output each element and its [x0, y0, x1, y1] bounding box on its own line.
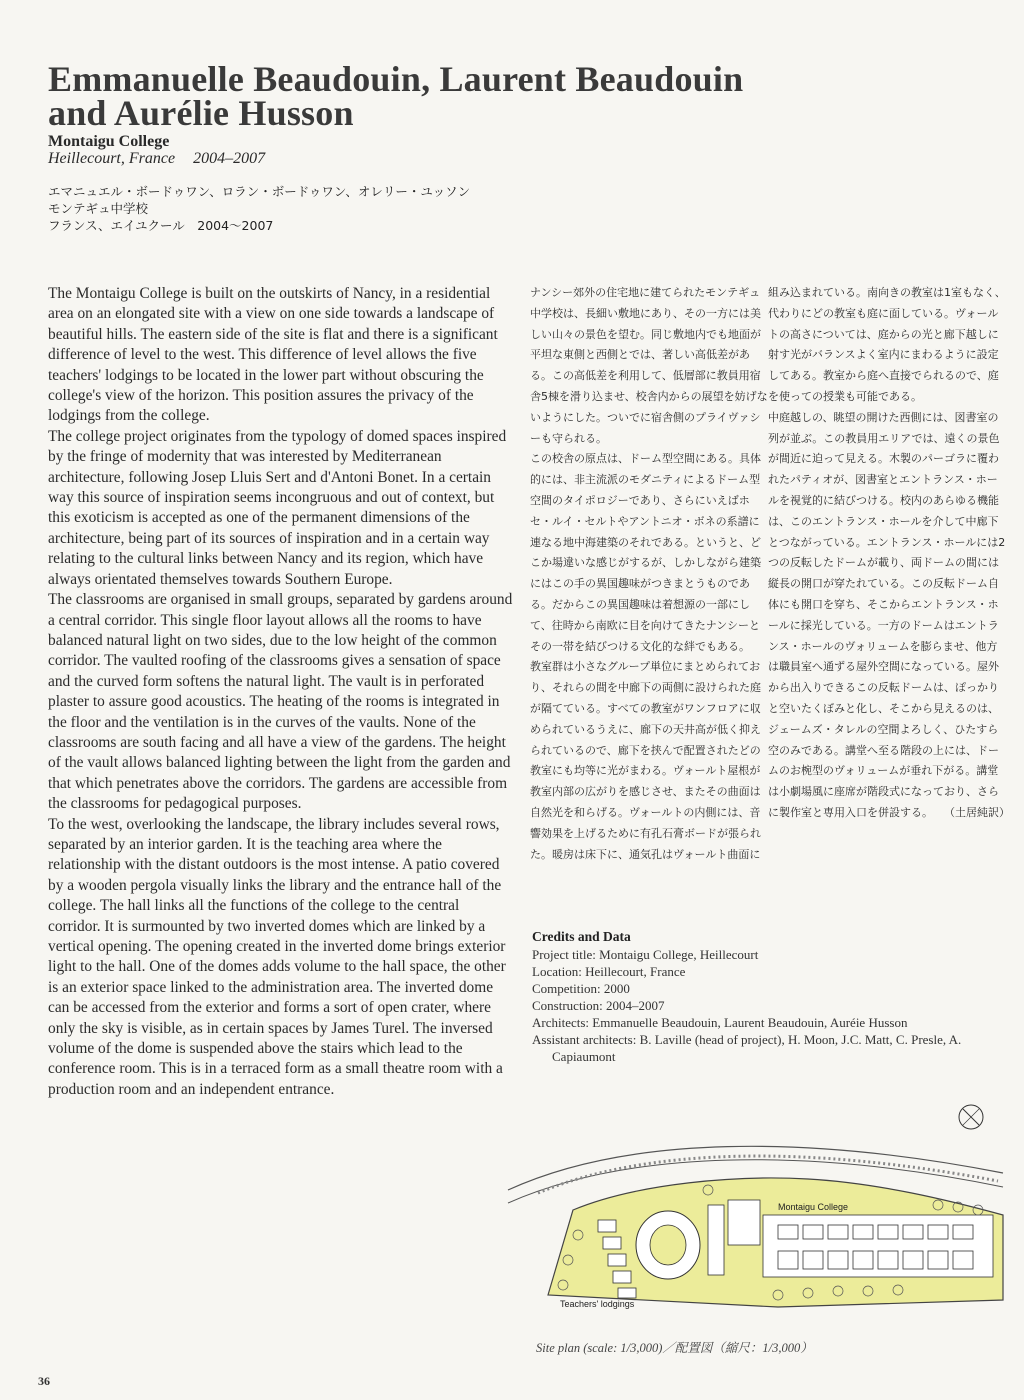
credit-construction: Construction: 2004–2007	[532, 998, 665, 1013]
japanese-paragraph: 教室群は小さなグループ単位にまとめられており、それらの間を中廊下の両側に設けられた庭が隔てている。すべての教室がワンフロアに収められているうえに、廊下の天井高が低く抑えられているので、廊下を挟んで配置されたどの教室にも均等に光がまわる。ヴォールト屋根が教室内部の広がりを感じさせ、またその曲面は自然光を和らげる。ヴォールトの内側には、音響効果を上げるために有孔石膏ボードが張られた。暖房は床下に、通気孔はヴォールト曲面に	[530, 660, 761, 861]
site-label-college: Montaigu College	[778, 1202, 849, 1212]
roundabout-inner	[650, 1225, 686, 1265]
credit-assistants: Assistant architects: B. Laville (head of project), H. Moon, J.C. Matt, C. Presle, A.	[532, 1032, 962, 1047]
english-paragraph: The classrooms are organised in small groups, separated by gardens around a central corridor. This single floor layout allows all the rooms to have balanced natural light on two sides, due to the low height of the common corridor. The vaulted roofing of the classrooms gives a sensation of space and the curved form softens the natural light. The vault is in perforated plaster to assure good acoustics. The heating of the rooms is integrated in the floor and the ventilation is in the curves of the vaults. None of the classrooms are south facing and all have a view of the gardens. The height of the vault allows balanced lighting between the light from the garden and that which penetrates above the corridors. The gardens are accessible from the classrooms for pedagogical purposes.	[48, 591, 513, 813]
credit-project-title: Project title: Montaigu College, Heillecourt	[532, 947, 759, 962]
credit-assistants-cont: Capiaumont	[552, 1049, 616, 1064]
english-body	[48, 284, 514, 1100]
japanese-paragraph: ナンシー郊外の住宅地に建てられたモンテギュ中学校は、長細い敷地にあり、その一方には美しい山々の景色を望む。同じ敷地内でも地面が平坦な東側と西側とでは、著しい高低差がある。この高低差を利用して、低層部に教員用宿舎5棟を滑り込ませ、校舎内からの展望を妨げないようにした。ついでに宿舎側のプライヴァシーも守られる。	[530, 286, 768, 445]
project-location	[48, 150, 265, 168]
page-title: Emmanuelle Beaudouin, Laurent Beaudouin and Aurélie Husson	[48, 59, 744, 133]
credit-location: Location: Heillecourt, France	[532, 964, 686, 979]
english-paragraph: The college project originates from the typology of domed spaces inspired by the fringe of modernity that was interested by Mediterranean architecture, following Josep Lluis Sert and d'Antoni Bonet. In a certain way this source of inspiration seems incongruous and out of context, but this exoticism is accepted as one of the permanent dimensions of the architecture, being part of its sources of inspiration and in a certain way relating to the cultural links between Nancy and its region, which have always orientated themselves towards Southern Europe.	[48, 427, 507, 588]
project-name: Montaigu College	[48, 133, 170, 150]
japanese-paragraph: この校舎の原点は、ドーム型空間にある。具体的には、非主流派のモダニティによるドーム型空間のタイポロジーであり、さらにいえばホセ・ルイ・セルトやアントニオ・ボネの系譜に連なる地中海建築のそれである。というと、どこか場違いな感じがするが、しかしながら建築にはこの手の異国趣味がつきまとうものである。だからこの異国趣味は着想源の一部にして、往時から南欧に目を向けてきたナンシーとその一帯を結びつける文化的な絆でもある。	[530, 452, 761, 653]
credit-architects: Architects: Emmanuelle Beaudouin, Laurent Beaudouin, Auréie Husson	[532, 1015, 908, 1030]
site-plan-drawing	[478, 1095, 1008, 1327]
english-paragraph: To the west, overlooking the landscape, the library includes several rows, separated by an interior garden. It is the teaching area where the relationship with the distant outdoors is the most intense. A patio covered by a wooden pergola visually links the library and the entrance hall of the college. The hall links all the functions of the college to the central corridor. It is surmounted by two inverted domes which are linked by a vertical opening. The opening created in the inverted dome brings exterior light to the hall. One of the domes adds volume to the hall space, the other is an exterior space linked to the administration area. The inverted dome can be accessed from the exterior and forms a sort of open crater, where only the sky is visible, as in certain spaces by James Turel. The inversed volume of the dome is suspended above the stairs which lead to the conference room. This is in a terraced form as a small theatre room with a production room and an independent entrance.	[48, 815, 506, 1098]
japanese-header	[48, 183, 470, 234]
site-label-lodgings: Teachers' lodgings	[560, 1299, 635, 1309]
project-years: 2004–2007	[193, 150, 266, 167]
credits-heading: Credits and Data	[532, 929, 631, 944]
credit-competition: Competition: 2000	[532, 981, 630, 996]
jp-location-years: フランス、エイユクール 2004～2007	[48, 218, 274, 233]
japanese-column-1	[530, 283, 768, 865]
page-number: 36	[38, 1374, 50, 1388]
japanese-paragraph: 組み込まれている。南向きの教室は1室もなく、代わりにどの教室も庭に面している。ヴォールトの高さについては、庭からの光と廊下越しに射す光がバランスよく室内にまわるように設定してある。教室から庭へ直接でられるので、庭を使っての授業も可能である。	[768, 286, 1006, 403]
jp-architects: エマニュエル・ボードゥワン、ロラン・ボードゥワン、オレリー・ユッソン	[48, 184, 471, 199]
credits-block	[532, 928, 1002, 1065]
north-arrow-icon	[959, 1105, 983, 1129]
site-plan-caption: Site plan (scale: 1/3,000)／配置図（縮尺：1/3,000）	[536, 1341, 813, 1355]
japanese-paragraph: 中庭越しの、眺望の開けた西側には、図書室の列が並ぶ。この教員用エリアでは、遠くの景色が間近に迫って見える。木製のパーゴラに覆われたパティオが、図書室とエントランス・ホールを視覚的に結びつける。校内のあらゆる機能は、このエントランス・ホールを介して中廊下とつながっている。エントランス・ホールには2つの反転したドームが載り、両ドームの間には縦長の開口が穿たれている。この反転ドーム自体にも開口を穿ち、そこからエントランス・ホールに採光している。一方のドームはエントランス・ホールのヴォリュームを膨らませ、他方は職員室へ通ずる屋外空間になっている。屋外から出入りできるこの反転ドームは、ぽっかりと空いたくぼみと化し、そこから見えるのは、ジェームズ・タレルの空間よろしく、ひたすら空のみである。講堂へ至る階段の上には、ドームのお椀型のヴォリュームが垂れ下がる。講堂は小劇場風に座席が階段式になっており、さらに製作室と専用入口を併設する。 （土居純訳）	[768, 410, 1010, 819]
jp-project: モンテギュ中学校	[48, 201, 149, 216]
english-paragraph: The Montaigu College is built on the outskirts of Nancy, in a residential area on an elongated site with a view on one side towards a landscape of beautiful hills. The eastern side of the site is flat and there is a significant difference of level to the west. This difference of level allows the five teachers' lodgings to be located in the lower part without obscuring the college's view of the horizon. This position assures the privacy of the lodgings from the college.	[48, 285, 498, 425]
japanese-column-2	[768, 283, 1010, 824]
location-text: Heillecourt, France	[48, 150, 176, 167]
